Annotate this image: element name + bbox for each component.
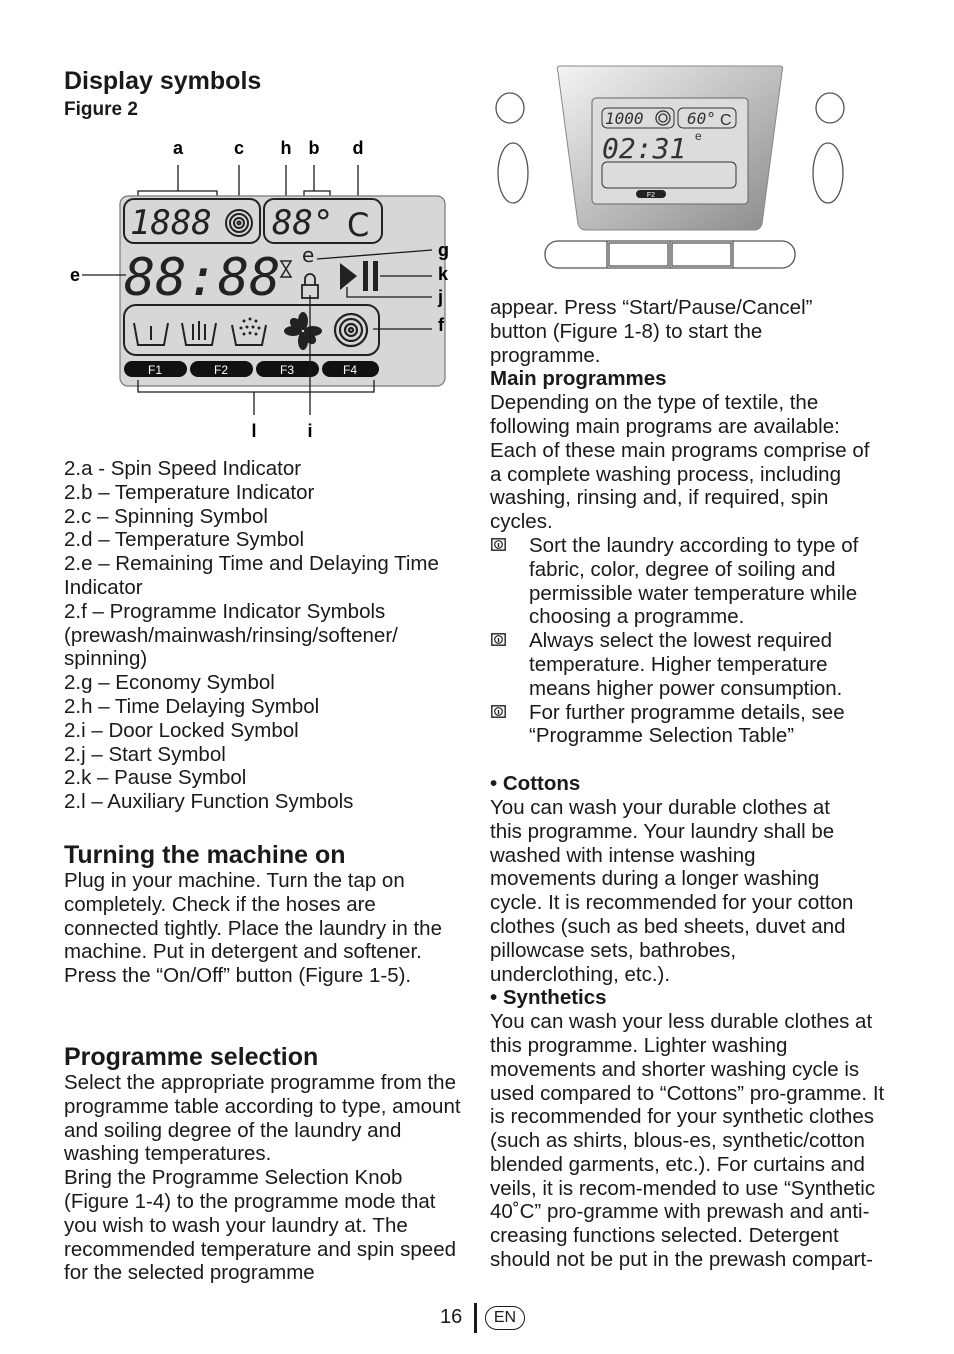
info-icon [491, 633, 506, 646]
display-symbols-heading: Display symbols [64, 67, 262, 95]
panel-temp-unit: C [720, 112, 732, 129]
display-diagram [60, 130, 480, 445]
turning-on-text: Plug in your machine. Turn the tap on completely. Check if the hoses are connected tightly. Place the laundry in the machine. Put in detergent and softener. Press the “On/Off” button (Figure 1-5). [64, 869, 442, 988]
label-d: d [352, 138, 364, 158]
panel-temp: 60° [687, 109, 716, 128]
f4-label: F4 [342, 363, 358, 377]
label-j: j [438, 287, 444, 307]
figure-label: Figure 2 [64, 99, 138, 120]
list-item: 2.c – Spinning Symbol [64, 504, 268, 528]
paragraph: Select the appropriate programme from the programme table according to type, amount and soiling degree of the laundry and washing temperatures. [64, 1071, 461, 1166]
info-note [490, 701, 890, 749]
label-g: g [438, 240, 449, 260]
list-item: 2.i – Door Locked Symbol [64, 718, 299, 742]
paragraph: Bring the Programme Selection Knob (Figure 1-4) to the programme mode that you wish to wash your laundry at. The recommended temperature and spin speed for the selected programme [64, 1166, 457, 1285]
list-item: 2.a - Spin Speed Indicator [64, 457, 302, 480]
f1-label: F1 [147, 363, 163, 377]
list-item: 2.h – Time Delaying Symbol [64, 694, 320, 718]
list-item: 2.g – Economy Symbol [64, 671, 275, 695]
label-c: c [233, 138, 245, 158]
label-i: i [307, 421, 313, 441]
paragraph: appear. Press “Start/Pause/Cancel” button (Figure 1-8) to start the programme. [490, 296, 813, 367]
time-digits: 88:88 [124, 248, 281, 308]
turning-on-heading: Turning the machine on [64, 841, 346, 869]
info-icon [491, 705, 506, 718]
temperature-unit: C [347, 206, 370, 244]
panel-spin: 1000 [605, 109, 644, 128]
info-note [490, 629, 890, 700]
label-h: h [280, 138, 292, 158]
paragraph: Depending on the type of textile, the following main programs are available: Each of these main programs comprise of a complete washing process, including washing, rinsing and, if required, spin cycles. [490, 391, 870, 534]
label-f: f [438, 315, 444, 335]
list-item: 2.d – Temperature Symbol [64, 528, 305, 552]
f2-label: F2 [213, 363, 229, 377]
list-item: 2.e – Remaining Time and Delaying Time Indicator [64, 552, 439, 599]
info-icon [491, 538, 506, 551]
note-text: For further programme details, see “Programme Selection Table” [529, 700, 845, 748]
panel-time: 02:31 [602, 132, 687, 165]
list-item: 2.f – Programme Indicator Symbols (prewash/mainwash/rinsing/softener/ spinning) [64, 599, 398, 671]
note-text: Always select the lowest required temperature. Higher temperature means higher power consumption. [529, 629, 843, 700]
panel-eco: e [695, 129, 702, 143]
right-column-text [490, 296, 890, 1272]
list-item: 2.b – Temperature Indicator [64, 480, 315, 504]
language-badge: EN [485, 1306, 525, 1330]
pause-icon-bar-1 [363, 261, 368, 291]
f3-label: F3 [279, 363, 295, 377]
info-note [490, 534, 890, 629]
pause-icon-bar-2 [373, 261, 378, 291]
synthetics-heading: • Synthetics [490, 986, 607, 1010]
paragraph: You can wash your less durable clothes at this programme. Lighter washing movements and shorter washing cycle is used compared to “Cottons” pro-gramme. It is recommended for your synthetic clothes (such as shirts, blous-es, synthetic/cotton blended garments, etc.). For curtains and veils, it is recom-mended to use “Synthetic 40˚C” pro-gramme with prewash and anti-creasing functions selected. Detergent should not be put in the prewash compart- [490, 1010, 885, 1272]
label-a: a [172, 138, 184, 158]
list-item: 2.j – Start Symbol [64, 742, 226, 766]
temperature-digits: 88° [272, 203, 334, 243]
list-item: 2.l – Auxiliary Function Symbols [64, 790, 354, 814]
programme-selection-text [64, 1071, 469, 1285]
note-text: Sort the laundry according to type of fabric, color, degree of soiling and permissible water temperature while choosing a programme. [529, 533, 859, 629]
label-b: b [308, 138, 320, 158]
symbol-list [64, 457, 469, 814]
footer-divider [474, 1303, 477, 1333]
label-l: l [251, 421, 257, 441]
page-number: 16 [440, 1306, 463, 1328]
paragraph: You can wash your durable clothes at this programme. Your laundry shall be washed with intense washing movements during a longer washing cycle. It is recommended for your cotton clothes (such as bed sheets, duvet and pillowcase sets, bathrobes, underclothing, etc.). [490, 795, 854, 986]
label-e: e [70, 265, 81, 285]
economy-icon: e [302, 243, 315, 267]
control-panel-figure [490, 58, 850, 278]
main-programmes-heading: Main programmes [490, 367, 667, 391]
list-item: 2.k – Pause Symbol [64, 766, 247, 790]
spin-speed-digits: 1888 [130, 203, 212, 243]
cottons-heading: • Cottons [490, 772, 581, 796]
programme-selection-heading: Programme selection [64, 1043, 319, 1071]
panel-f2: F2 [646, 192, 656, 199]
label-k: k [438, 264, 449, 284]
